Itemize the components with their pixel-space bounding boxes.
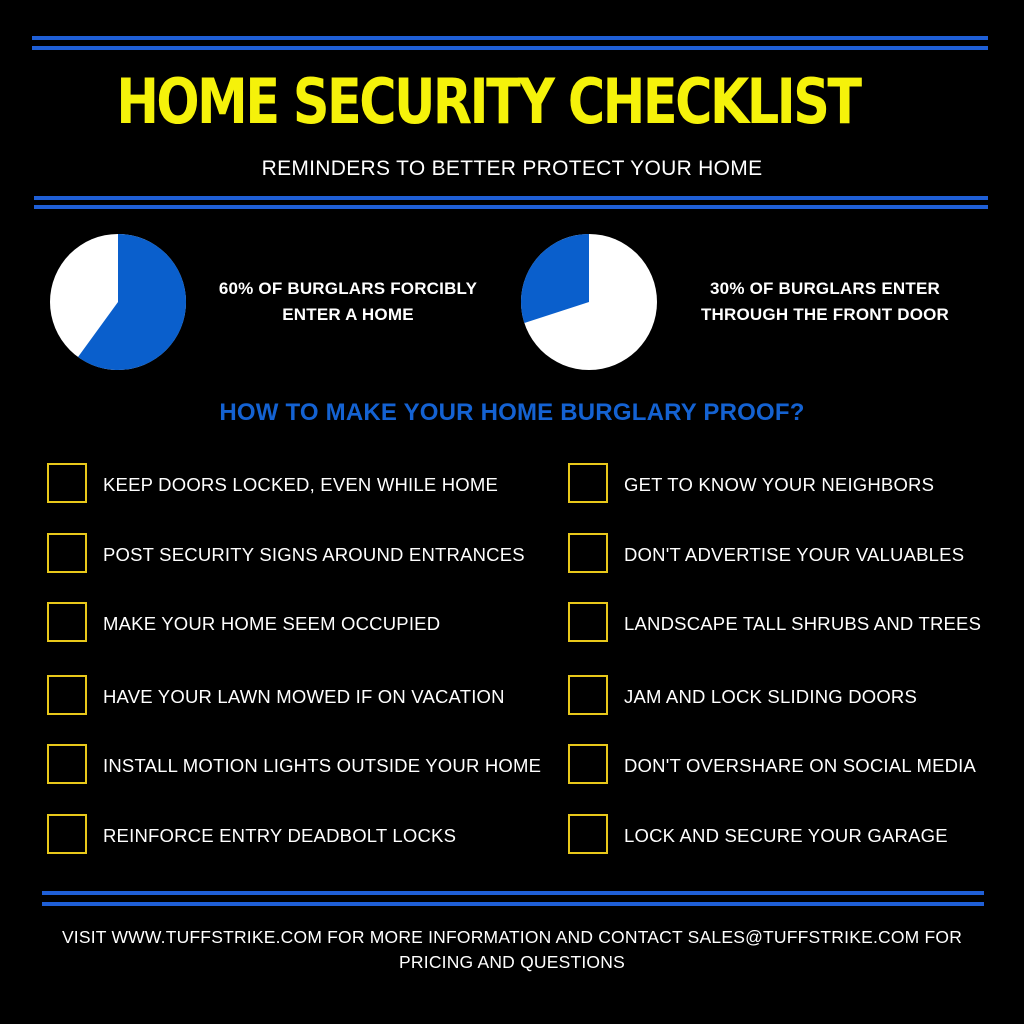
page-title: HOME SECURITY CHECKLIST	[116, 65, 860, 138]
checkbox[interactable]	[47, 533, 87, 573]
stat-front-door-line1: 30% OF BURGLARS ENTER	[710, 279, 940, 298]
checklist-item-label: JAM AND LOCK SLIDING DOORS	[624, 686, 918, 707]
footer-divider-1	[42, 891, 984, 895]
checkbox[interactable]	[568, 675, 608, 715]
pie-chart-forced-entry	[48, 232, 188, 372]
footer-divider-2	[42, 902, 984, 906]
checkbox[interactable]	[47, 744, 87, 784]
checklist-item-label: POST SECURITY SIGNS AROUND ENTRANCES	[103, 544, 525, 565]
checkbox[interactable]	[568, 463, 608, 503]
checklist-item-label: MAKE YOUR HOME SEEM OCCUPIED	[103, 613, 441, 634]
checklist-item-label: HAVE YOUR LAWN MOWED IF ON VACATION	[103, 686, 505, 707]
stat-front-door-line2: THROUGH THE FRONT DOOR	[700, 305, 950, 324]
top-rule-2	[32, 46, 988, 50]
checklist-item-label: DON'T OVERSHARE ON SOCIAL MEDIA	[624, 755, 977, 776]
footer-line2: PRICING AND QUESTIONS	[399, 952, 625, 972]
stat-front-door	[672, 276, 978, 328]
checkbox[interactable]	[568, 533, 608, 573]
checklist-item-label: DON'T ADVERTISE YOUR VALUABLES	[624, 544, 965, 565]
checkbox[interactable]	[47, 814, 87, 854]
section-heading: HOW TO MAKE YOUR HOME BURGLARY PROOF?	[219, 399, 805, 426]
checklist-item-label: KEEP DOORS LOCKED, EVEN WHILE HOME	[103, 474, 499, 495]
checkbox[interactable]	[568, 744, 608, 784]
stat-forced-entry-line1: 60% OF BURGLARS FORCIBLY	[218, 279, 478, 298]
checklist-item-label: GET TO KNOW YOUR NEIGHBORS	[624, 474, 935, 495]
stat-forced-entry	[196, 276, 500, 328]
checklist-item-label: REINFORCE ENTRY DEADBOLT LOCKS	[103, 825, 457, 846]
checkbox[interactable]	[47, 602, 87, 642]
checklist-item-label: INSTALL MOTION LIGHTS OUTSIDE YOUR HOME	[103, 755, 542, 776]
checkbox[interactable]	[568, 814, 608, 854]
checkbox[interactable]	[47, 675, 87, 715]
checkbox[interactable]	[47, 463, 87, 503]
footer-text	[10, 925, 1014, 975]
checklist-item-label: LOCK AND SECURE YOUR GARAGE	[624, 825, 948, 846]
header-divider-2	[34, 205, 988, 209]
header-divider-1	[34, 196, 988, 200]
footer-line1: VISIT WWW.TUFFSTRIKE.COM FOR MORE INFORMATION AND CONTACT SALES@TUFFSTRIKE.COM FOR	[61, 927, 963, 947]
checkbox[interactable]	[568, 602, 608, 642]
page-subtitle: REMINDERS TO BETTER PROTECT YOUR HOME	[261, 157, 763, 180]
pie-chart-front-door	[519, 232, 659, 372]
top-rule-1	[32, 36, 988, 40]
checklist-item-label: LANDSCAPE TALL SHRUBS AND TREES	[624, 613, 982, 634]
stat-forced-entry-line2: ENTER A HOME	[282, 305, 414, 324]
